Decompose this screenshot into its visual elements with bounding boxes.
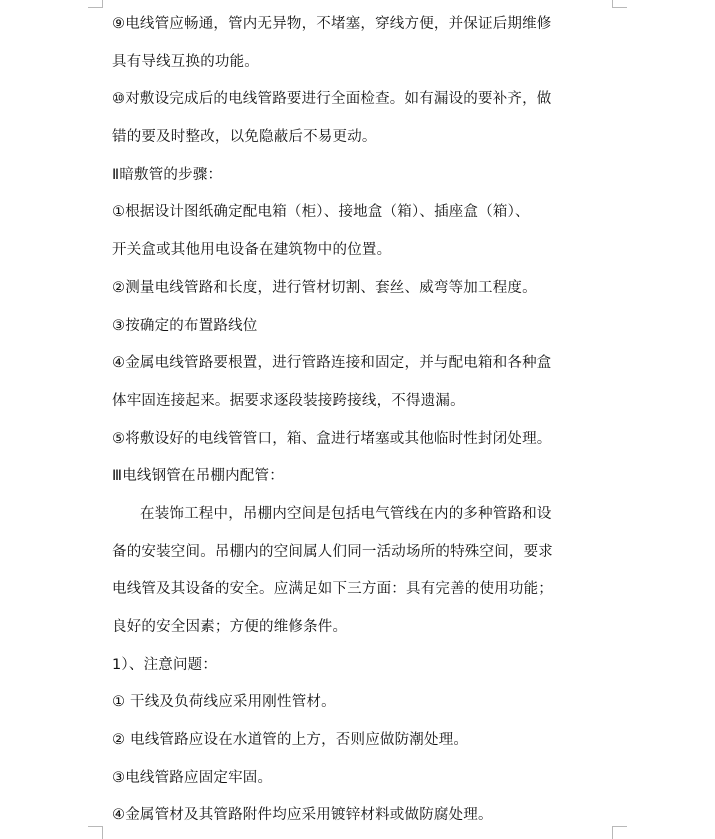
text-line: 备的安装空间。吊棚内的空间属人们同一活动场所的特殊空间，要求 bbox=[112, 543, 553, 560]
section-heading: Ⅲ电线钢管在吊棚内配管： bbox=[112, 468, 284, 485]
text-line: ③按确定的布置路线位 bbox=[112, 317, 258, 334]
page-corner-mark-bottom-left bbox=[88, 826, 103, 839]
text-line: 开关盒或其他用电设备在建筑物中的位置。 bbox=[112, 242, 392, 259]
text-line: 具有导线互换的功能。 bbox=[112, 53, 259, 70]
text-line: ①根据设计图纸确定配电箱（柜）、接地盒（箱）、插座盒（箱）、 bbox=[112, 204, 530, 221]
text-line: ① 干线及负荷线应采用刚性管材。 bbox=[112, 694, 336, 711]
text-line: ④金属电线管路要根置，进行管路连接和固定，并与配电箱和各种盒 bbox=[112, 355, 552, 372]
page-corner-mark-top-left bbox=[88, 0, 103, 8]
subsection-heading: 1）、注意问题： bbox=[112, 656, 218, 673]
text-line: ②测量电线管路和长度，进行管材切割、套丝、威弯等加工程度。 bbox=[112, 279, 537, 296]
text-line: ⑤将敷设好的电线管管口，箱、盒进行堵塞或其他临时性封闭处理。 bbox=[112, 430, 552, 447]
text-line: ④金属管材及其管路附件均应采用镀锌材料或做防腐处理。 bbox=[112, 807, 493, 824]
paragraph-first-line: 在装饰工程中，吊棚内空间是包括电气管线在内的多种管路和设 bbox=[140, 505, 552, 522]
text-line: ② 电线管路应设在水道管的上方，否则应做防潮处理。 bbox=[112, 732, 469, 749]
text-line: 体牢固连接起来。据要求逐段装接跨接线，不得遗漏。 bbox=[112, 392, 465, 409]
page-corner-mark-bottom-right bbox=[612, 826, 627, 839]
text-line: 电线管及其设备的安全。应满足如下三方面：具有完善的使用功能； bbox=[112, 581, 553, 598]
text-line: ⑨电线管应畅通，管内无异物，不堵塞，穿线方便，并保证后期维修 bbox=[112, 16, 552, 32]
text-line: 良好的安全因素；方便的维修条件。 bbox=[112, 619, 348, 635]
page-corner-mark-top-right bbox=[612, 0, 627, 8]
text-line: ③电线管路应固定牢固。 bbox=[112, 769, 273, 786]
text-line: ⑩对敷设完成后的电线管路要进行全面检查。如有漏设的要补齐，做 bbox=[112, 91, 552, 108]
document-body bbox=[112, 6, 612, 835]
text-line: 错的要及时整改，以免隐蔽后不易更动。 bbox=[112, 129, 377, 146]
section-heading: Ⅱ暗敷管的步骤： bbox=[112, 166, 223, 183]
